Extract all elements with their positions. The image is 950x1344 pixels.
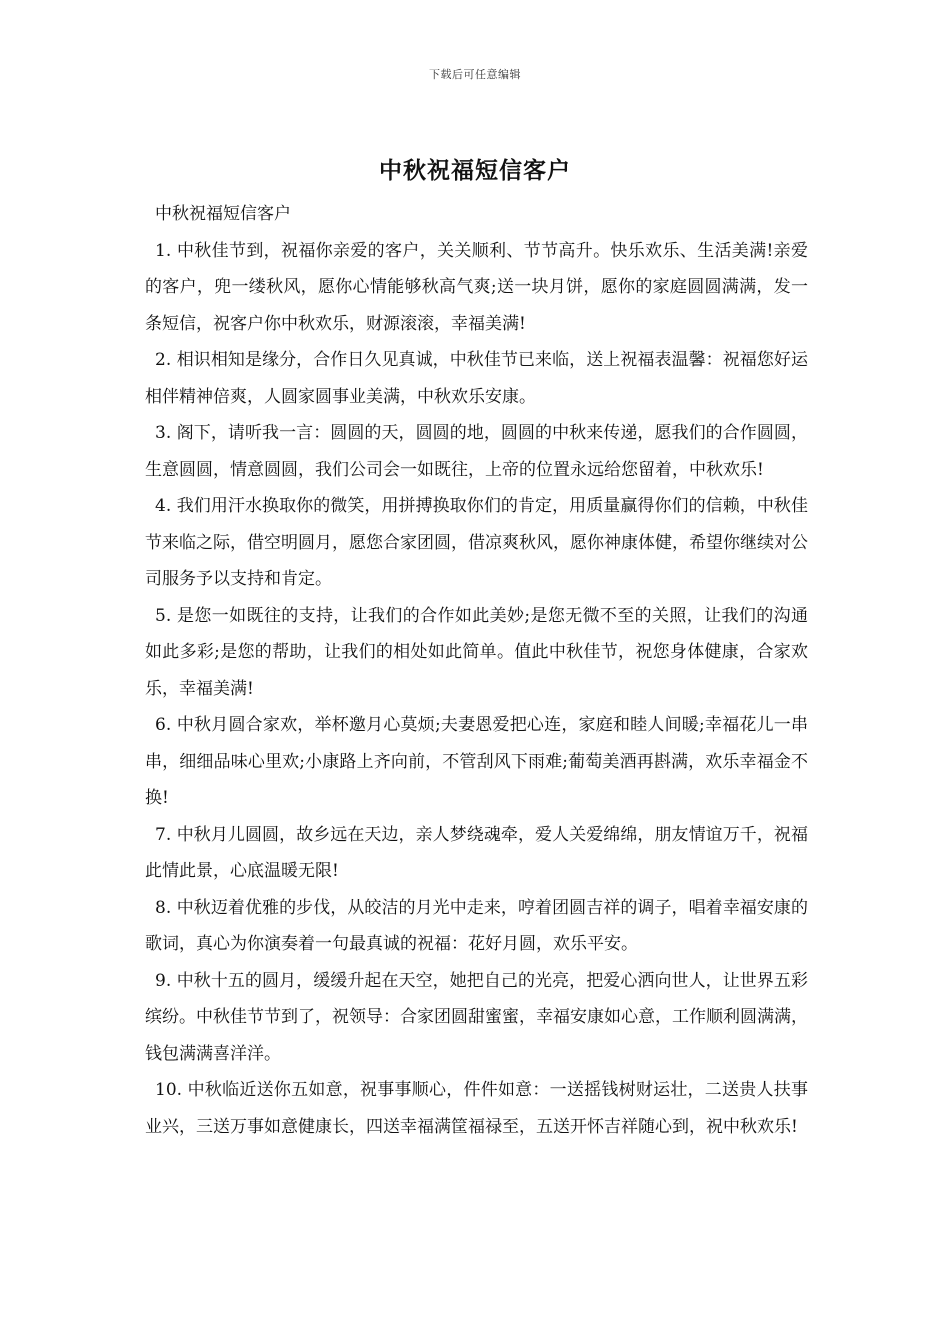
paragraph-2: 2. 相识相知是缘分，合作日久见真诚，中秋佳节已来临，送上祝福表温馨：祝福您好运相伴精神倍爽，人圆家圆事业美满，中秋欢乐安康。 bbox=[145, 350, 808, 407]
header-note: 下载后可任意编辑 bbox=[429, 68, 521, 81]
paragraph-4: 4. 我们用汗水换取你的微笑，用拼搏换取你们的肯定，用质量赢得你们的信赖，中秋佳节来临之际，借空明圆月，愿您合家团圆，借凉爽秋风，愿你神康体健，希望你继续对公司服务予以支持和肯定。 bbox=[145, 496, 808, 589]
paragraph-9: 9. 中秋十五的圆月，缓缓升起在天空，她把自己的光亮，把爱心洒向世人，让世界五彩缤纷。中秋佳节节到了，祝领导：合家团圆甜蜜蜜，幸福安康如心意，工作顺利圆满满，钱包满满喜洋洋。 bbox=[145, 970, 808, 1064]
paragraph-8: 8. 中秋迈着优雅的步伐，从皎洁的月光中走来，哼着团圆吉祥的调子，唱着幸福安康的歌词，真心为你演奏着一句最真诚的祝福：花好月圆，欢乐平安。 bbox=[145, 897, 808, 954]
paragraph-7: 7. 中秋月儿圆圆，故乡远在天边，亲人梦绕魂牵，爱人关爱绵绵，朋友情谊万千，祝福此情此景，心底温暖无限! bbox=[145, 824, 808, 881]
document-body bbox=[145, 196, 808, 1145]
paragraph-6: 6. 中秋月圆合家欢，举杯邀月心莫烦;夫妻恩爱把心连，家庭和睦人间暖;幸福花儿一串串，细细品味心里欢;小康路上齐向前，不管刮风下雨难;葡萄美酒再斟满，欢乐幸福金不换! bbox=[145, 715, 808, 808]
paragraph-5: 5. 是您一如既往的支持，让我们的合作如此美妙;是您无微不至的关照，让我们的沟通如此多彩;是您的帮助，让我们的相处如此简单。值此中秋佳节，祝您身体健康，合家欢乐，幸福美满! bbox=[145, 605, 808, 699]
paragraph-3: 3. 阁下，请听我一言：圆圆的天，圆圆的地，圆圆的中秋来传递，愿我们的合作圆圆，生意圆圆，情意圆圆，我们公司会一如既往，上帝的位置永远给您留着，中秋欢乐! bbox=[145, 423, 808, 480]
paragraph-10: 10. 中秋临近送你五如意，祝事事顺心，件件如意：一送摇钱树财运壮，二送贵人扶事业兴，三送万事如意健康长，四送幸福满筐福禄至，五送开怀吉祥随心到，祝中秋欢乐! bbox=[145, 1080, 808, 1137]
page-title: 中秋祝福短信客户 bbox=[379, 157, 571, 184]
paragraph-1: 1. 中秋佳节到，祝福你亲爱的客户，关关顺利、节节高升。快乐欢乐、生活美满!亲爱的客户，兜一缕秋风，愿你心情能够秋高气爽;送一块月饼，愿你的家庭圆圆满满，发一条短信，祝客户你中秋欢乐，财源滚滚，幸福美满! bbox=[145, 240, 808, 334]
subtitle: 中秋祝福短信客户 bbox=[155, 204, 291, 224]
